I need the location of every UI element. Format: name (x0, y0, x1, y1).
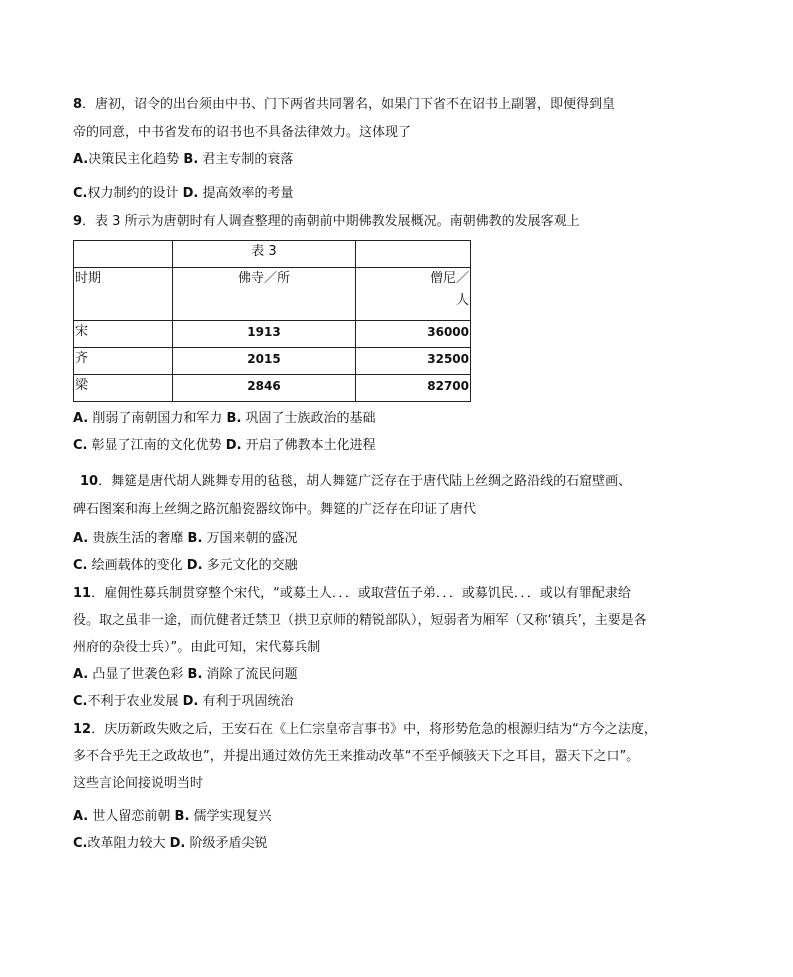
table-cell-empty (74, 241, 173, 268)
q11-stem-line-3: 州府的杂役士兵）”。由此可知，宋代募兵制 (73, 640, 321, 655)
q9-number: 9 (73, 214, 83, 229)
q8-opt-d: 提高效率的考量 (202, 186, 294, 201)
q9-opt-c: 彰显了江南的文化优势 (91, 438, 222, 453)
table-header-temples: 佛寺／所 (173, 268, 356, 321)
q12-text-1: ．庆历新政失败之后，王安石在《上仁宗皇帝言事书》中，将形势危急的根源归结为“方今之法度， (91, 722, 657, 737)
q8-opt-b: 君主专制的衰落 (202, 152, 294, 167)
q9-opt-b: 巩固了士族政治的基础 (245, 411, 376, 426)
q12-opt-d-label: D. (169, 836, 186, 851)
q10-opt-b-label: B. (187, 531, 203, 546)
q12-opt-c-label: C. (73, 836, 88, 851)
q11-opt-c: 不利于农业发展 (87, 694, 179, 709)
q9-opt-b-label: B. (226, 411, 242, 426)
q8-opt-b-label: B. (183, 152, 199, 167)
q12-stem-line-3: 这些言论间接说明当时 (73, 776, 204, 791)
q11-opt-c-label: C. (73, 694, 88, 709)
q8-stem-line-2: 帝的同意，中书省发布的诏书也不具备法律效力。这体现了 (73, 125, 412, 140)
q11-opt-b: 消除了流民问题 (206, 667, 298, 682)
table-3 (73, 240, 471, 402)
table-title: 表 3 (173, 241, 356, 268)
q8-opt-a: 决策民主化趋势 (88, 152, 180, 167)
table-header-period: 时期 (74, 268, 173, 321)
table-cell-temples: 1913 (173, 321, 356, 348)
q12-opt-c: 改革阻力较大 (87, 836, 166, 851)
table-row (74, 321, 471, 348)
table-cell-period: 梁 (74, 375, 173, 402)
table-cell-period: 齐 (74, 348, 173, 375)
q8-opt-d-label: D. (182, 186, 199, 201)
q8-stem-line-1 (73, 96, 615, 114)
q12-stem-line-2: 多不合乎先王之政故也”，并提出通过效仿先王来推动改革“不至乎倾骇天下之耳目，嚣天下之口”。 (73, 749, 640, 764)
table-cell-monks: 36000 (356, 321, 471, 348)
table-cell-temples: 2015 (173, 348, 356, 375)
q10-opt-a: 贵族生活的奢靡 (92, 531, 184, 546)
q12-number: 12 (73, 722, 92, 737)
q9-opt-d-label: D. (225, 438, 242, 453)
q9-options-ab (73, 410, 376, 428)
q10-number: 10 (80, 474, 99, 489)
q9-opt-a-label: A. (73, 411, 89, 426)
table-cell-monks: 82700 (356, 375, 471, 402)
q11-opt-d: 有利于巩固统治 (202, 694, 294, 709)
q10-options-cd (73, 557, 298, 575)
q10-stem-line-2: 碑石图案和海上丝绸之路沉船瓷器纹饰中。舞筵的广泛存在印证了唐代 (73, 502, 477, 517)
q8-opt-a-label: A. (73, 152, 89, 167)
table-row (74, 348, 471, 375)
q8-text-1: ．唐初，诏令的出台须由中书、门下两省共同署名，如果门下省不在诏书上副署，即便得到皇 (82, 97, 616, 112)
q11-stem-line-1 (73, 585, 631, 603)
q9-opt-a: 削弱了南朝国力和军力 (92, 411, 223, 426)
q11-opt-d-label: D. (182, 694, 199, 709)
q10-text-1: ．舞筵是唐代胡人跳舞专用的毡毯，胡人舞筵广泛存在于唐代陆上丝绸之路沿线的石窟壁画、 (98, 474, 632, 489)
q10-opt-c: 绘画载体的变化 (91, 558, 183, 573)
q12-options-ab (73, 808, 272, 826)
q12-stem-line-1 (73, 721, 657, 739)
q10-opt-a-label: A. (73, 531, 89, 546)
q8-opt-c: 权力制约的设计 (87, 186, 179, 201)
q8-opt-c-label: C. (73, 186, 88, 201)
q11-opt-b-label: B. (187, 667, 203, 682)
q10-options-ab (73, 530, 298, 548)
q9-text-1: ．表 3 所示为唐朝时有人调查整理的南朝前中期佛教发展概况。南朝佛教的发展客观上 (82, 214, 580, 229)
q11-opt-a: 凸显了世袭色彩 (92, 667, 184, 682)
q12-opt-d: 阶级矛盾尖锐 (189, 836, 268, 851)
q8-options-ab (73, 151, 293, 169)
table-cell-empty (356, 241, 471, 268)
q11-options-cd (73, 693, 294, 711)
table-cell-monks: 32500 (356, 348, 471, 375)
q11-options-ab (73, 666, 298, 684)
table-row (74, 375, 471, 402)
q10-opt-d-label: D. (186, 558, 203, 573)
q10-opt-c-label: C. (73, 558, 88, 573)
q12-opt-b-label: B. (174, 809, 190, 824)
q10-opt-b: 万国来朝的盛况 (206, 531, 298, 546)
table-cell-period: 宋 (74, 321, 173, 348)
q9-options-cd (73, 437, 376, 455)
table-cell-temples: 2846 (173, 375, 356, 402)
q11-opt-a-label: A. (73, 667, 89, 682)
q10-stem-line-1 (80, 473, 631, 491)
table-header-monks-2: 人 (455, 293, 469, 308)
q10-opt-d: 多元文化的交融 (206, 558, 298, 573)
table-header-monks-1: 僧尼／ (429, 271, 469, 286)
q9-opt-c-label: C. (73, 438, 88, 453)
q12-opt-a: 世人留恋前朝 (92, 809, 171, 824)
q9-opt-d: 开启了佛教本土化进程 (245, 438, 376, 453)
q12-opt-a-label: A. (73, 809, 89, 824)
q8-options-cd (73, 185, 294, 203)
q11-number: 11 (73, 586, 92, 601)
q11-stem-line-2: 役。取之虽非一途，而伉健者迁禁卫（拱卫京师的精锐部队），短弱者为厢军（又称‘镇兵’，主要是各 (73, 613, 647, 628)
q11-text-1: ．雇佣性募兵制贯穿整个宋代，“或募土人．．．或取营伍子弟．．．或募饥民．．．或以有罪配隶给 (91, 586, 631, 601)
q8-number: 8 (73, 97, 83, 112)
q12-options-cd (73, 835, 268, 853)
q12-opt-b: 儒学实现复兴 (193, 809, 272, 824)
table-header-monks (356, 268, 471, 321)
q9-stem-line-1 (73, 213, 580, 231)
